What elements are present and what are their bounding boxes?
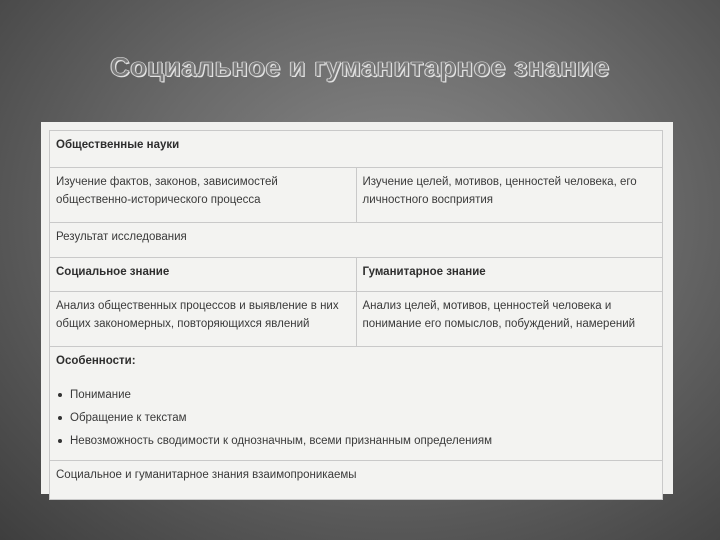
- features-cell: [50, 347, 663, 461]
- humanitarian-analysis-cell: Анализ целей, мотивов, ценностей человека и понимание его помыслов, побуждений, намерений: [356, 292, 663, 347]
- result-header: Результат исследования: [50, 223, 663, 258]
- table-row: [50, 131, 663, 168]
- table-row: [50, 347, 663, 461]
- list-item: Обращение к текстам: [56, 409, 656, 427]
- table-row: [50, 258, 663, 292]
- features-header: Особенности:: [56, 355, 136, 367]
- social-knowledge-header: Социальное знание: [50, 258, 357, 292]
- slide-title: Социальное и гуманитарное знание: [110, 52, 610, 82]
- table-row: [50, 168, 663, 223]
- social-study-cell: Изучение фактов, законов, зависимостей общественно-исторического процесса: [50, 168, 357, 223]
- table-row: [50, 292, 663, 347]
- humanities-study-cell: Изучение целей, мотивов, ценностей человека, его личностного восприятия: [356, 168, 663, 223]
- features-list: [56, 386, 656, 450]
- table-row: [50, 461, 663, 500]
- list-item: Невозможность сводимости к однозначным, всеми признанным определениям: [56, 432, 656, 450]
- list-item: Понимание: [56, 386, 656, 404]
- humanitarian-knowledge-header: Гуманитарное знание: [356, 258, 663, 292]
- conclusion-cell: Социальное и гуманитарное знания взаимопроникаемы: [50, 461, 663, 500]
- content-panel: [41, 122, 673, 494]
- table-row: [50, 223, 663, 258]
- social-sciences-header: Общественные науки: [50, 131, 663, 168]
- comparison-table: [49, 130, 663, 500]
- social-analysis-cell: Анализ общественных процессов и выявление в них общих закономерных, повторяющихся явлений: [50, 292, 357, 347]
